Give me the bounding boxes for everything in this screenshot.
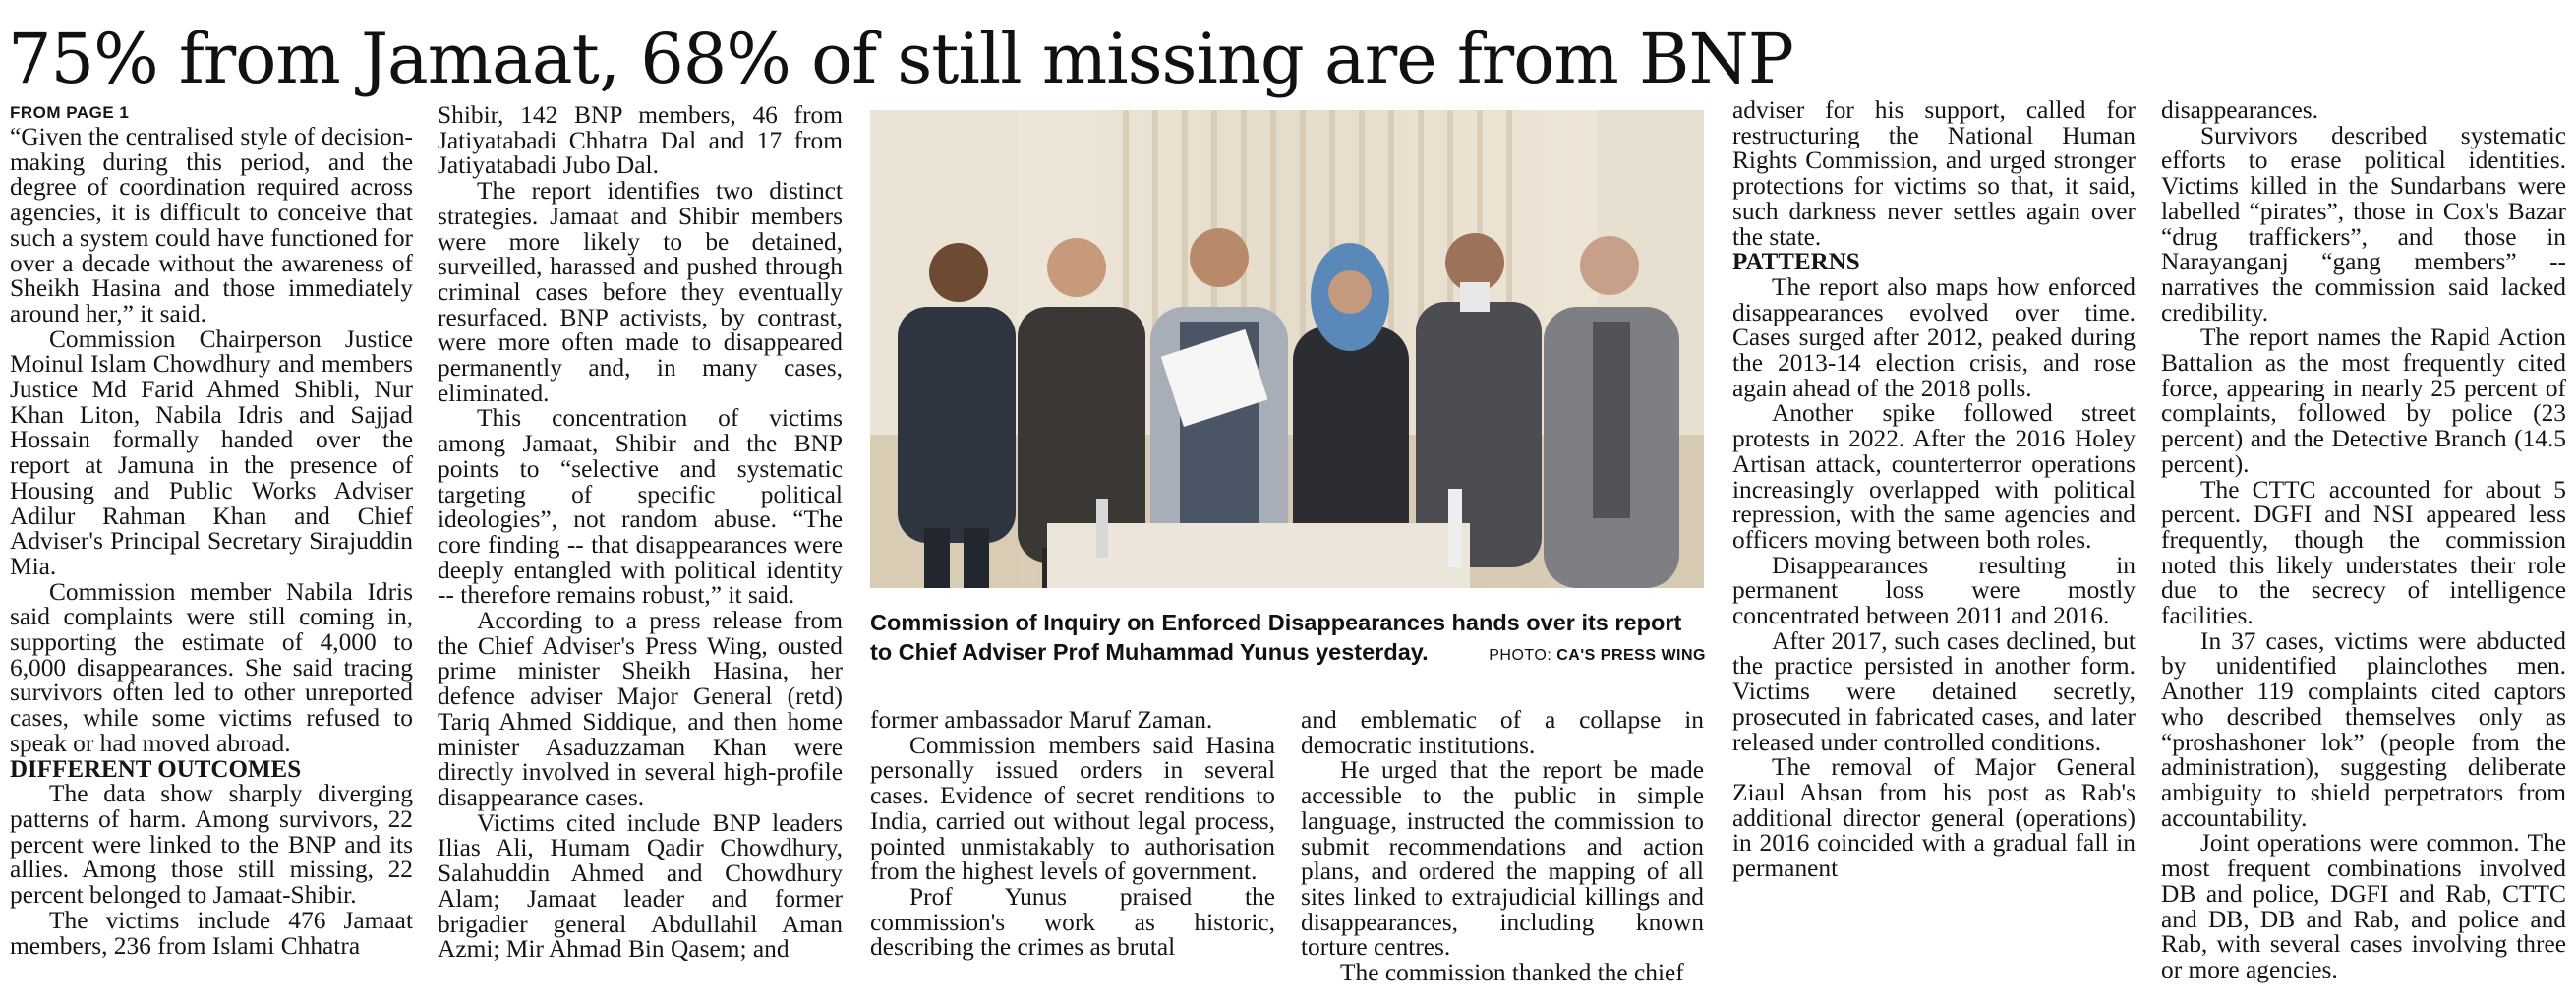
paragraph: former ambassador Maruf Zaman.	[870, 708, 1213, 734]
paragraph: The victims include 476 Jamaat members, 236 from Islami Chhatra	[10, 906, 413, 960]
photo-credit-prefix: PHOTO:	[1489, 647, 1552, 664]
paragraph: Commission member Nabila Idris said complaints were still coming in, supporting the estimate of 4,000 to 6,000 disappearances. She said tracing survivors often led to other unreported cases, while some victims refused to speak or had moved abroad.	[10, 577, 413, 757]
paragraph: and emblematic of a collapse in democratic institutions.	[1301, 708, 1704, 759]
paragraph: After 2017, such cases declined, but the practice persisted in another form. Victims were detained secretly, prosecuted in fabricated cases, and later released under controlled conditions.	[1732, 626, 2136, 756]
paragraph: Joint operations were common. The most frequent combinations involved DB and police, DGFI and Rab, CTTC and DB, DB and Rab, and police and Rab, with several cases involving three or more agencies.	[2161, 829, 2566, 983]
news-photo	[870, 110, 1704, 588]
paragraph: The report also maps how enforced disappearances evolved over time. Cases surged after 2012, peaked during the 2013-14 election crisis, and rose again ahead of the 2018 polls.	[1732, 272, 2136, 402]
paragraph: The commission thanked the chief	[1340, 959, 1684, 987]
paragraph: Shibir, 142 BNP members, 46 from Jatiyatabadi Chhatra Dal and 17 from Jatiyatabadi Jubo Dal.	[438, 103, 843, 180]
paragraph: Survivors described systematic efforts to erase political identities. Victims killed in the Sundarbans were labelled “pirates”, those in Cox's Bazar “drug traffickers”, and those in Narayanganj “gang members” -- narratives the commission said lacked credibility.	[2161, 121, 2566, 326]
paragraph: disappearances.	[2161, 98, 2319, 124]
paragraph: The report names the Rapid Action Battalion as the most frequently cited force, appearing in nearly 25 percent of complaints, followed by police (23 percent) and the Detective Branch (14.5 percent).	[2161, 324, 2566, 478]
photo-credit	[1489, 641, 1706, 671]
column-1	[10, 103, 413, 1003]
paragraph: Commission members said Hasina personally issued orders in several cases. Evidence of secret renditions to India, carried out without legal process, pointed unmistakably to authorisation from the highest levels of government.	[870, 731, 1275, 886]
paragraph: “Given the centralised style of decision-making during this period, and the degree of coordination required across agencies, it is difficult to conceive that such a system could have functioned for over a decade without the awareness of Sheikh Hasina and those immediately around her,” it said.	[10, 123, 413, 327]
subheading: PATTERNS	[1732, 249, 1860, 276]
paragraph: The report identifies two distinct strategies. Jamaat and Shibir members were more likely to be detained, surveilled, harassed and pushed through criminal cases before they eventually resurfaced. BNP activists, by contrast, were more often made to disappeared permanently and, in many cases, eliminated.	[438, 177, 843, 407]
paragraph: Another spike followed street protests in 2022. After the 2016 Holey Artisan attack, counterterror operations increasingly overlapped with political repression, with the same agencies and officers moving between both roles.	[1732, 399, 2136, 554]
column-4	[1301, 708, 1704, 1003]
photo-credit-source: CA'S PRESS WING	[1556, 647, 1706, 664]
paragraph: In 37 cases, victims were abducted by unidentified plainclothes men. Another 119 complaints cited captors who described themselves only as “proshashoner lok” (people from the administration), suggesting deliberate ambiguity to shield perpetrators from accountability.	[2161, 626, 2566, 832]
paragraph: Commission Chairperson Justice Moinul Islam Chowdhury and members Justice Md Farid Ahmed Shibli, Nur Khan Liton, Nabila Idris and Sajjad Hossain formally handed over the report at Jamuna in the presence of Housing and Public Works Adviser Adilur Rahman Khan and Chief Adviser's Principal Secretary Sirajuddin Mia.	[10, 325, 413, 580]
paragraph: Disappearances resulting in permanent loss were mostly concentrated between 2011 and 2016.	[1732, 551, 2136, 630]
paragraph: This concentration of victims among Jamaat, Shibir and the BNP points to “selective and systematic targeting of specific political ideologies”, not random abuse. “The core finding -- that disappearances were deeply entangled with political identity -- therefore remains robust,” it said.	[438, 404, 843, 610]
paragraph: The data show sharply diverging patterns of harm. Among survivors, 22 percent were linked to the BNP and its allies. Among those still missing, 22 percent belonged to Jamaat-Shibir.	[10, 780, 413, 910]
paragraph: According to a press release from the Chief Adviser's Press Wing, ousted prime minister Sheikh Hasina, her defence adviser Major General (retd) Tariq Ahmed Siddique, and then home minister Asaduzzaman Khan were directly involved in several high-profile disappearance cases.	[438, 607, 843, 811]
column-2	[438, 103, 843, 1003]
subheading: DIFFERENT OUTCOMES	[10, 755, 302, 783]
headline: 75% from Jamaat, 68% of still missing are from BNP	[8, 19, 1793, 99]
caption-text: Commission of Inquiry on Enforced Disappearances hands over its report to Chief Adviser Prof Muhammad Yunus yesterday.	[870, 610, 1682, 665]
page-jump-kicker: FROM PAGE 1	[10, 103, 130, 122]
column-3	[870, 708, 1275, 1003]
photo-caption	[870, 608, 1706, 671]
paragraph: The removal of Major General Ziaul Ahsan from his post as Rab's additional director general (operations) in 2016 coincided with a gradual fall in permanent	[1732, 753, 2136, 883]
column-6	[2161, 98, 2566, 1003]
paragraph: adviser for his support, called for restructuring the National Human Rights Commission, and urged stronger protections for victims so that, it said, such darkness never settles again over the state.	[1732, 98, 2136, 251]
paragraph: He urged that the report be made accessible to the public in simple language, instructed the commission to submit recommendations and action plans, and ordered the mapping of all sites linked to extrajudicial killings and disappearances, including known torture centres.	[1301, 756, 1704, 962]
paragraph: Prof Yunus praised the commission's work as historic, describing the crimes as brutal	[870, 882, 1275, 962]
paragraph: Victims cited include BNP leaders Ilias Ali, Humam Qadir Chowdhury, Salahuddin Ahmed and Chowdhury Alam; Jamaat leader and former brigadier general Abdullahil Aman Azmi; Mir Ahmad Bin Qasem; and	[438, 808, 843, 964]
column-5	[1732, 98, 2136, 1003]
paragraph: The CTTC accounted for about 5 percent. DGFI and NSI appeared less frequently, though the commission noted this likely understates their role due to the secrecy of intelligence facilities.	[2161, 475, 2566, 630]
